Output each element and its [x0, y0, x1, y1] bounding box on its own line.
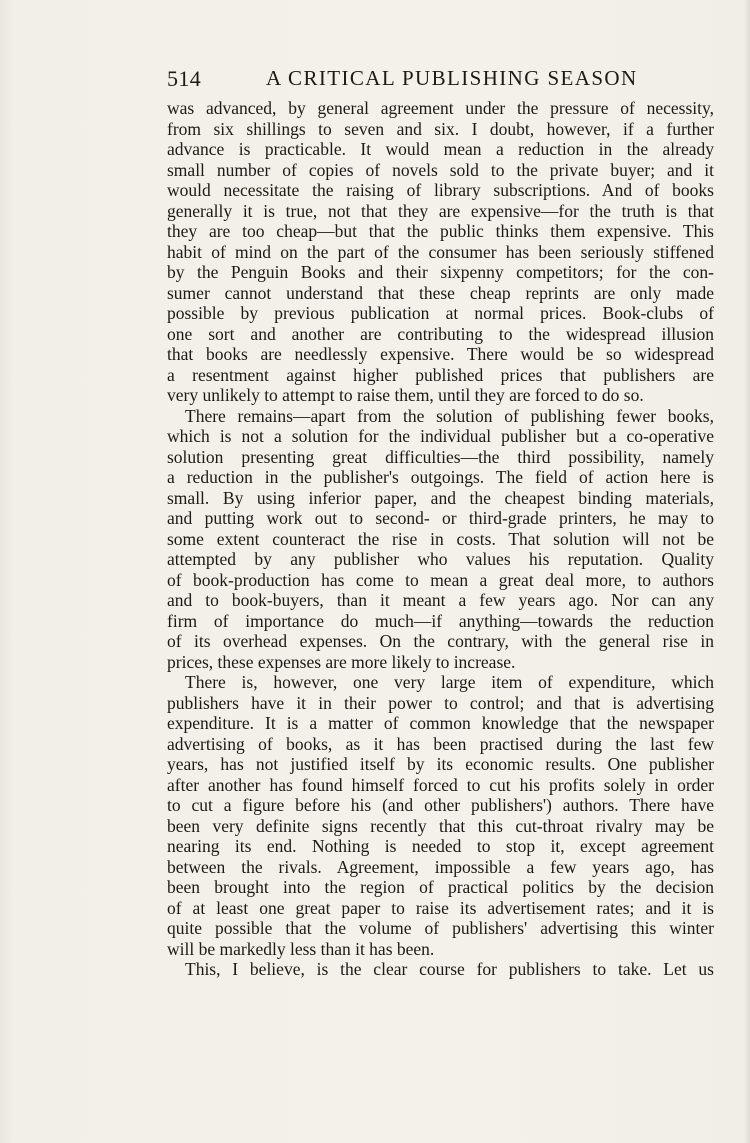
- text-line: of its overhead expenses. On the contrary, with the general rise in: [167, 631, 714, 651]
- text-line: of at least one great paper to raise its advertisement rates; and it is: [167, 897, 714, 918]
- text-line: of book-production has come to mean a great deal more, to authors: [167, 569, 714, 590]
- page-edge-shadow: [744, 0, 750, 1143]
- text-line: from six shillings to seven and six. I doubt, however, if a further: [167, 118, 714, 139]
- text-line: advertising of books, as it has been practised during the last few: [167, 733, 714, 754]
- text-line: which is not a solution for the individual publisher but a co-operative: [167, 426, 714, 446]
- text-line: would necessitate the raising of library subscriptions. And of books: [167, 180, 714, 200]
- text-line: possible by previous publication at normal prices. Book-clubs of: [167, 303, 714, 323]
- body-text: [167, 98, 714, 980]
- text-line: one sort and another are contributing to the widespread illusion: [167, 323, 714, 344]
- text-line: There remains—apart from the solution of publishing fewer books,: [185, 405, 714, 426]
- text-line: years, has not justified itself by its economic results. One publisher: [167, 754, 714, 774]
- text-line: will be markedly less than it has been.: [167, 938, 435, 959]
- text-line: to cut a figure before his (and other publishers') authors. There have: [167, 795, 714, 815]
- text-line: very unlikely to attempt to raise them, until they are forced to do so.: [167, 385, 644, 405]
- page-number: 514: [167, 66, 202, 91]
- text-line: This, I believe, is the clear course for publishers to take. Let us: [185, 959, 714, 979]
- text-line: between the rivals. Agreement, impossible a few years ago, has: [167, 856, 714, 877]
- text-line: they are too cheap—but that the public thinks them expensive. This: [167, 221, 714, 241]
- text-line: nearing its end. Nothing is needed to stop it, except agreement: [167, 836, 714, 856]
- text-line: that books are needlessly expensive. There would be so widespread: [167, 344, 714, 364]
- text-line: expenditure. It is a matter of common knowledge that the newspaper: [167, 713, 714, 733]
- text-line: quite possible that the volume of publishers' advertising this winter: [167, 918, 714, 938]
- text-line: solution presenting great difficulties—the third possibility, namely: [167, 446, 714, 467]
- text-line: sumer cannot understand that these cheap reprints are only made: [167, 282, 714, 303]
- running-title: A CRITICAL PUBLISHING SEASON: [266, 66, 638, 90]
- text-line: a reduction in the publisher's outgoings. The field of action here is: [167, 467, 714, 487]
- text-line: firm of importance do much—if anything—towards the reduction: [167, 610, 714, 631]
- text-line: been very definite signs recently that this cut-throat rivalry may be: [167, 815, 714, 836]
- text-line: was advanced, by general agreement under the pressure of necessity,: [167, 98, 714, 118]
- text-line: by the Penguin Books and their sixpenny competitors; for the con-: [167, 262, 714, 282]
- text-line: attempted by any publisher who values his reputation. Quality: [167, 549, 714, 569]
- text-line: habit of mind on the part of the consumer has been seriously stiffened: [167, 241, 714, 262]
- text-line: publishers have it in their power to control; and that is advertising: [167, 692, 714, 713]
- text-line: and to book-buyers, than it meant a few years ago. Nor can any: [167, 590, 714, 610]
- text-line: and putting work out to second- or third-grade printers, he may to: [167, 508, 714, 528]
- text-line: There is, however, one very large item of expenditure, which: [185, 672, 714, 692]
- text-line: small number of copies of novels sold to the private buyer; and it: [167, 159, 714, 180]
- text-line: advance is practicable. It would mean a reduction in the already: [167, 139, 714, 159]
- text-line: prices, these expenses are more likely to increase.: [167, 651, 516, 672]
- running-head: [167, 66, 715, 94]
- text-line: generally it is true, not that they are expensive—for the truth is that: [167, 200, 714, 221]
- text-line: after another has found himself forced to cut his profits solely in order: [167, 774, 714, 795]
- text-line: a resentment against higher published prices that publishers are: [167, 364, 714, 385]
- text-line: been brought into the region of practical politics by the decision: [167, 877, 714, 897]
- text-line: small. By using inferior paper, and the cheapest binding materials,: [167, 487, 714, 508]
- text-line: some extent counteract the rise in costs. That solution will not be: [167, 528, 714, 549]
